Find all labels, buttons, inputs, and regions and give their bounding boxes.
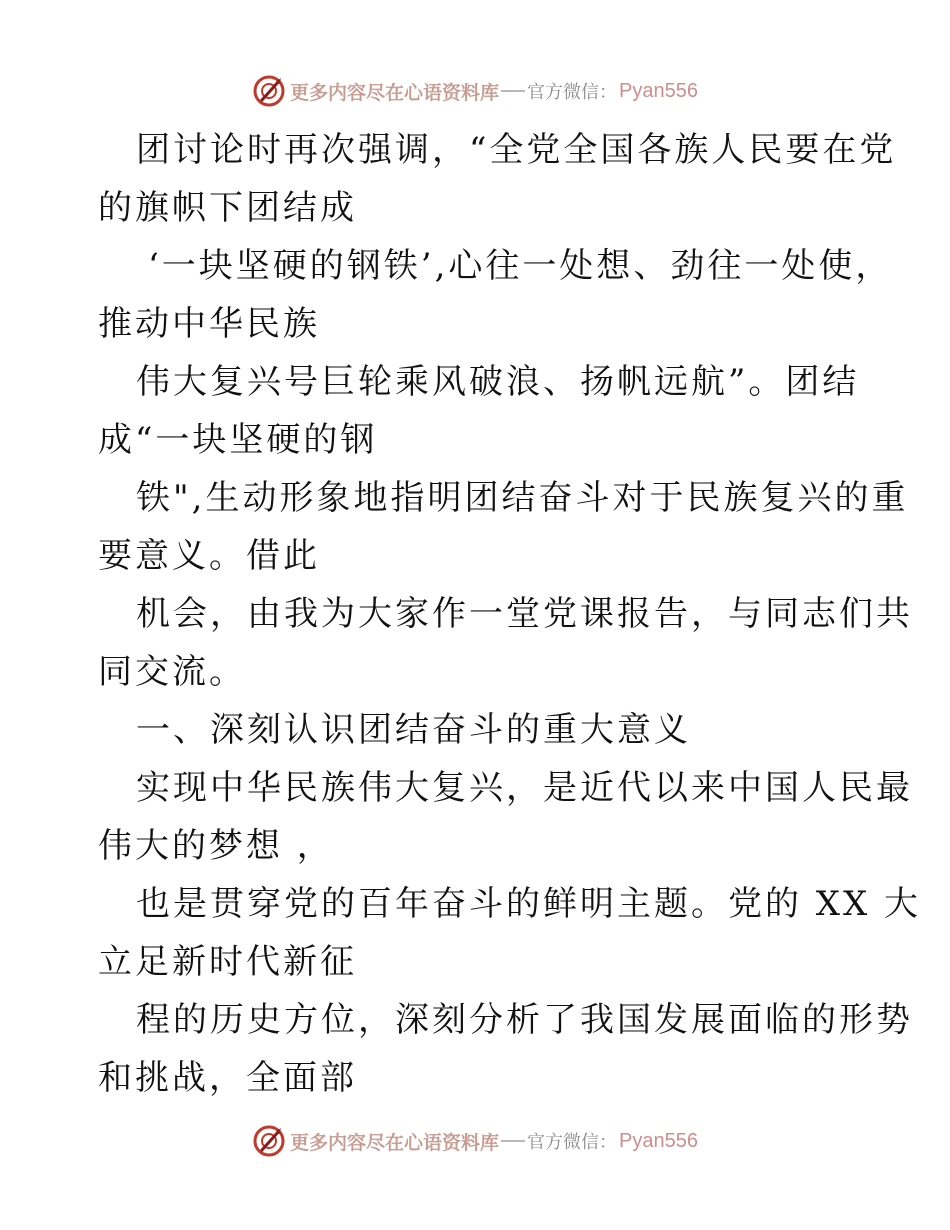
body-line: 铁",生动形象地指明团结奋斗对于民族复兴的重 bbox=[136, 478, 909, 518]
body-line: 的旗帜下团结成 bbox=[98, 188, 357, 228]
section-heading: 一、深刻认识团结奋斗的重大意义 bbox=[136, 710, 691, 750]
header-banner bbox=[0, 71, 950, 111]
body-line: 伟大的梦想 ， bbox=[98, 826, 334, 866]
footer-banner bbox=[0, 1121, 950, 1161]
body-line: 要意义。借此 bbox=[98, 536, 320, 576]
body-line: 和挑战，全面部 bbox=[98, 1058, 357, 1098]
logo-icon bbox=[252, 74, 286, 108]
body-line: 推动中华民族 bbox=[98, 304, 320, 344]
logo-icon bbox=[252, 1124, 286, 1158]
wechat-id: Pyan556 bbox=[619, 1129, 698, 1152]
body-line: 团讨论时再次强调，“全党全国各族人民要在党 bbox=[136, 130, 897, 170]
separator-line bbox=[501, 90, 525, 92]
official-label: 官方微信： bbox=[527, 82, 618, 103]
body-line: 成“一块坚硬的钢 bbox=[98, 420, 378, 460]
site-name: 更多内容尽在心语资料库 bbox=[290, 1131, 500, 1154]
body-line: 立足新时代新征 bbox=[98, 942, 357, 982]
body-line: 实现中华民族伟大复兴，是近代以来中国人民最 bbox=[136, 768, 913, 808]
document-body bbox=[98, 121, 922, 1107]
body-line: 机会，由我为大家作一堂党课报告，与同志们共 bbox=[136, 594, 913, 634]
separator-line bbox=[501, 1140, 525, 1142]
official-label: 官方微信： bbox=[527, 1132, 618, 1153]
body-line: 程的历史方位，深刻分析了我国发展面临的形势 bbox=[136, 1000, 913, 1040]
wechat-id: Pyan556 bbox=[619, 79, 698, 102]
body-line: 伟大复兴号巨轮乘风破浪、扬帆远航”。团结 bbox=[136, 362, 860, 402]
body-line: 同交流。 bbox=[98, 652, 246, 692]
body-line: ‘一块坚硬的钢铁’,心往一处想、劲往一处使， bbox=[148, 246, 893, 286]
body-line: 也是贯穿党的百年奋斗的鲜明主题。党的 XX 大 bbox=[136, 884, 922, 924]
site-name: 更多内容尽在心语资料库 bbox=[290, 81, 500, 104]
